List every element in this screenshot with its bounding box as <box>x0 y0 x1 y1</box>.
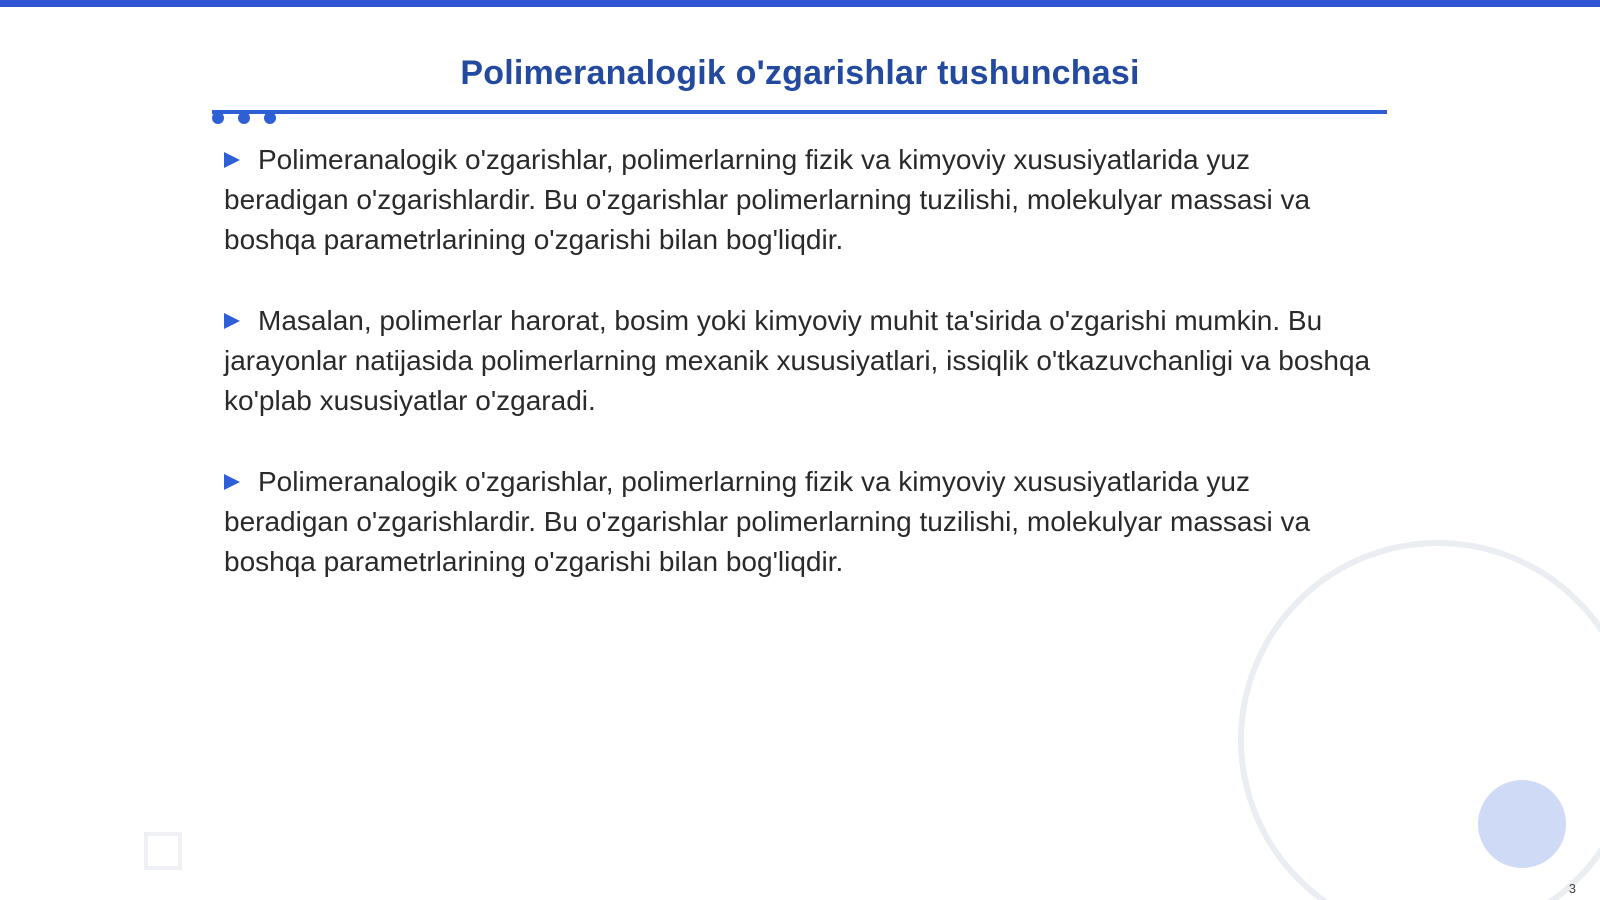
decorative-square <box>144 832 182 870</box>
triangle-right-icon <box>224 313 240 329</box>
top-accent-bar <box>0 0 1600 7</box>
decoration-dot-icon <box>212 112 224 124</box>
bullet-text-3: Polimeranalogik o'zgarishlar, polimerlarning fizik va kimyoviy xususiyatlarida yuz beradigan o'zgarishlardir. Bu o'zgarishlar polimerlarning tuzilishi, molekulyar massasi va boshqa parametrlarining o'zgarishi bilan bog'liqdir. <box>224 466 1311 577</box>
decoration-dot-icon <box>238 112 250 124</box>
bullet-text-2: Masalan, polimerlar harorat, bosim yoki kimyoviy muhit ta'sirida o'zgarishi mumkin. Bu jarayonlar natijasida polimerlarning mexanik xususiyatlari, issiqlik o'tkazuvchanligi va boshqa ko'plab xususiyatlar o'zgaradi. <box>224 305 1371 416</box>
title-decoration-dots <box>212 112 292 126</box>
slide-title: Polimeranalogik o'zgarishlar tushunchasi <box>460 54 1140 92</box>
triangle-right-icon <box>224 474 240 490</box>
title-underline <box>212 110 1387 114</box>
triangle-right-icon <box>224 152 240 168</box>
decorative-circle <box>1478 780 1566 868</box>
decoration-dot-icon <box>264 112 276 124</box>
bullet-paragraph-2 <box>224 301 1374 421</box>
bullet-text-1: Polimeranalogik o'zgarishlar, polimerlarning fizik va kimyoviy xususiyatlarida yuz beradigan o'zgarishlardir. Bu o'zgarishlar polimerlarning tuzilishi, molekulyar massasi va boshqa parametrlarining o'zgarishi bilan bog'liqdir. <box>224 144 1311 255</box>
bullet-list <box>224 140 1374 623</box>
page-number: 3 <box>1568 881 1576 896</box>
bullet-paragraph-1 <box>224 140 1374 260</box>
bullet-paragraph-3 <box>224 462 1374 582</box>
